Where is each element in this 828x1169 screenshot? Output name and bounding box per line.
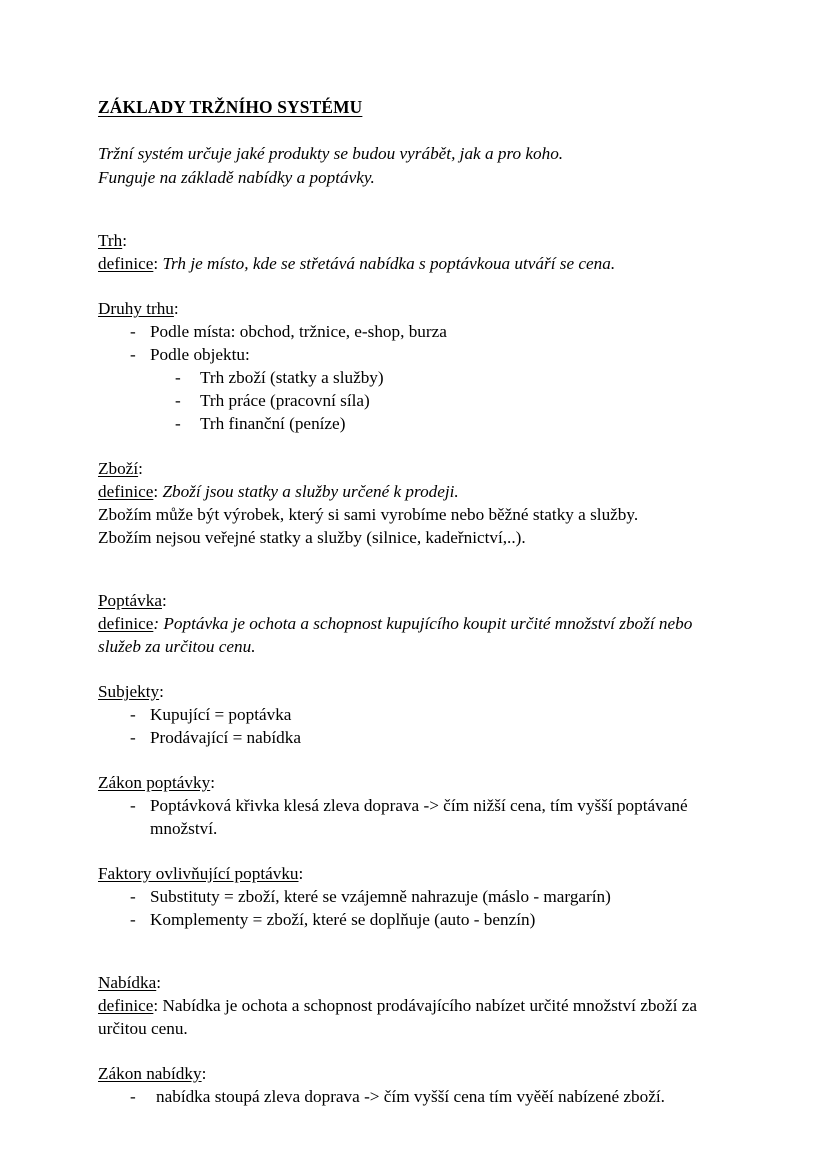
heading-colon: : [161, 591, 167, 610]
spacer [98, 275, 718, 297]
dash-bullet-icon: - [130, 728, 136, 747]
section-subjekty [98, 680, 718, 749]
definition-separator: : [153, 254, 163, 273]
list-item [130, 703, 718, 726]
list-item-label: Substituty = zboží, které se vzájemně nahrazuje (máslo - margarín) [150, 887, 611, 906]
list-item-label: Podle objektu: [150, 345, 250, 364]
definition-label: definice [98, 254, 154, 273]
heading-colon: : [156, 973, 162, 992]
bullet-list-druhy-trhu [130, 320, 718, 366]
section-nabidka [98, 971, 718, 1040]
heading-colon: : [138, 459, 143, 478]
bullet-list-faktory [130, 885, 718, 931]
definition-text: Nabídka je ochota a schopnost prodávajícího nabízet určité množství zboží za určitou cenu. [98, 996, 697, 1038]
dash-bullet-icon: - [130, 322, 136, 341]
definition-label: definice [98, 482, 154, 501]
definition-zbozi [98, 480, 718, 503]
section-heading-subjekty [98, 680, 718, 703]
dash-bullet-icon: - [130, 705, 136, 724]
list-item [175, 412, 718, 435]
heading-text: Subjekty [98, 682, 160, 701]
list-item [130, 726, 718, 749]
list-item [130, 908, 718, 931]
definition-label: definice [98, 996, 154, 1015]
heading-text: Druhy trhu [98, 299, 174, 318]
zbozi-line-2: Zbožím může být výrobek, který si sami vyrobíme nebo běžné statky a služby. [98, 505, 639, 524]
list-item-label: Trh práce (pracovní síla) [200, 391, 370, 410]
list-item-label: Kupující = poptávka [150, 705, 292, 724]
dash-bullet-icon: - [175, 368, 181, 387]
list-item [130, 343, 718, 366]
list-item-label: Poptávková křivka klesá zleva doprava -> čím nižší cena, tím vyšší poptávané množství. [150, 796, 688, 838]
heading-text: Poptávka [98, 591, 162, 610]
list-item [175, 366, 718, 389]
section-heading-nabidka [98, 971, 718, 994]
heading-colon: : [298, 864, 304, 883]
spacer [98, 658, 718, 680]
heading-text: Faktory ovlivňující poptávku [98, 864, 299, 883]
heading-text: Zboží [98, 459, 139, 478]
section-trh [98, 229, 718, 275]
section-heading-druhy-trhu [98, 297, 718, 320]
section-heading-zbozi [98, 457, 718, 480]
spacer [98, 931, 718, 971]
dash-bullet-icon: - [130, 910, 136, 929]
definition-text: Trh je místo, kde se střetává nabídka s poptávkoua utváří se cena. [162, 254, 616, 273]
dash-bullet-icon: - [175, 414, 181, 433]
intro-line-2: Funguje na základě nabídky a poptávky. [98, 167, 375, 187]
dash-bullet-icon: - [130, 345, 136, 364]
document-body [98, 96, 718, 1108]
list-item [130, 885, 718, 908]
list-item-label: Prodávající = nabídka [150, 728, 301, 747]
bullet-list-subjekty [130, 703, 718, 749]
definition-nabidka [98, 994, 718, 1040]
list-item-label: Komplementy = zboží, které se doplňuje (auto - benzín) [150, 910, 536, 929]
spacer [98, 749, 718, 771]
section-heading-trh [98, 229, 718, 252]
dash-bullet-icon: - [130, 887, 136, 906]
definition-label: definice [98, 614, 154, 633]
intro-line-1: Tržní systém určuje jaké produkty se budou vyrábět, jak a pro koho. [98, 144, 564, 163]
dash-bullet-icon: - [175, 391, 181, 410]
section-heading-faktory [98, 862, 718, 885]
section-faktory [98, 862, 718, 931]
section-heading-zakon-nabidky [98, 1062, 718, 1085]
zbozi-line-3: Zbožím nejsou veřejné statky a služby (silnice, kadeřnictví,..). [98, 528, 526, 547]
list-item [175, 389, 718, 412]
heading-colon: : [210, 773, 215, 792]
list-item-label: Trh finanční (peníze) [200, 414, 346, 433]
heading-colon: : [201, 1064, 207, 1083]
heading-text: Zákon nabídky [98, 1064, 202, 1083]
section-zakon-nabidky [98, 1062, 718, 1108]
list-item [130, 794, 718, 840]
heading-text: Trh [98, 231, 123, 250]
definition-poptavka [98, 612, 718, 658]
spacer [98, 1040, 718, 1062]
dash-bullet-icon: - [130, 796, 136, 815]
list-item [130, 320, 718, 343]
section-druhy-trhu [98, 297, 718, 435]
section-heading-zakon-poptavky [98, 771, 718, 794]
bullet-list-zakon-nabidky [130, 1085, 718, 1108]
list-item-label: nabídka stoupá zleva doprava -> čím vyšší cena tím vyěěí nabízené zboží. [156, 1087, 665, 1106]
heading-colon: : [122, 231, 127, 250]
definition-separator: : [153, 482, 163, 501]
heading-text: Zákon poptávky [98, 773, 211, 792]
sub-bullet-list-druhy-trhu [175, 366, 718, 435]
definition-separator: : [153, 996, 163, 1015]
definition-text: Poptávka je ochota a schopnost kupujícího koupit určité množství zboží nebo služeb za určitou cenu. [98, 614, 693, 656]
definition-text: Zboží jsou statky a služby určené k prodeji. [162, 482, 459, 501]
definition-trh [98, 252, 718, 275]
section-poptavka [98, 589, 718, 658]
list-item-label: Podle místa: obchod, tržnice, e-shop, burza [150, 322, 447, 341]
list-item-label: Trh zboží (statky a služby) [200, 368, 384, 387]
dash-bullet-icon: - [130, 1087, 136, 1106]
bullet-list-zakon-poptavky [130, 794, 718, 840]
heading-colon: : [159, 682, 164, 701]
section-zbozi [98, 457, 718, 549]
spacer [98, 549, 718, 589]
heading-text: Nabídka [98, 973, 157, 992]
section-heading-poptavka [98, 589, 718, 612]
intro-paragraph [98, 142, 718, 189]
section-zakon-poptavky [98, 771, 718, 840]
spacer [98, 435, 718, 457]
list-item [130, 1085, 718, 1108]
spacer [98, 840, 718, 862]
definition-separator: : [153, 614, 164, 633]
page-title: ZÁKLADY TRŽNÍHO SYSTÉMU [98, 97, 363, 117]
heading-colon: : [173, 299, 179, 318]
